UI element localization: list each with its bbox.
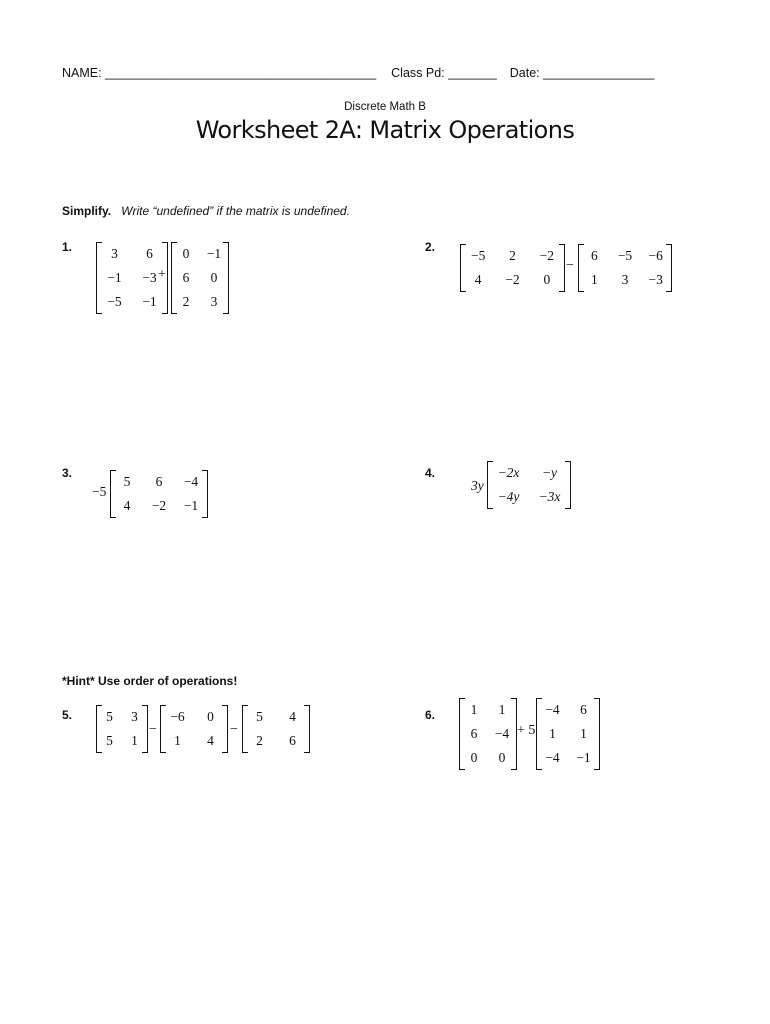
matrix-cell: 5 (106, 709, 113, 724)
matrix-cell: −3 (142, 270, 157, 285)
matrix-row (161, 729, 227, 753)
matrix-cell: −1 (183, 498, 199, 513)
matrix-cell: −1 (206, 246, 222, 261)
problem-1-operator: + (158, 267, 166, 282)
matrix-row (461, 268, 564, 292)
matrix-cell: 6 (155, 474, 163, 489)
matrix-cell: −4 (545, 750, 560, 765)
problem-2-operator: − (566, 258, 574, 273)
matrix-row (97, 729, 147, 753)
matrix-cell: 2 (509, 248, 516, 263)
matrix-cell: 0 (182, 246, 190, 261)
problem-5-matrix-a (96, 705, 148, 753)
matrix-cell: 0 (210, 270, 218, 285)
matrix-cell: −3 (648, 272, 663, 287)
problem-4-scalar: 3y (471, 478, 484, 493)
matrix-row (172, 266, 228, 290)
name-field-label: NAME: _______________________________________ (62, 66, 377, 80)
matrix-cell: 1 (174, 733, 181, 748)
matrix-cell: −2 (151, 498, 167, 513)
matrix-cell: 4 (123, 498, 131, 513)
matrix-row (172, 242, 228, 266)
matrix-cell: 0 (498, 750, 506, 765)
matrix-cell: −2 (505, 272, 520, 287)
matrix-row (537, 698, 599, 722)
matrix-cell: 0 (207, 709, 214, 724)
matrix-row (537, 722, 599, 746)
problem-4-matrix (487, 461, 571, 509)
matrix-row (460, 746, 516, 770)
matrix-row (243, 705, 309, 729)
matrix-cell: 6 (580, 702, 587, 717)
instructions-italic: Write “undefined” if the matrix is undefined. (121, 204, 350, 218)
matrix-cell: 6 (590, 248, 598, 263)
matrix-cell: −4 (494, 726, 510, 741)
matrix-cell: 6 (182, 270, 190, 285)
matrix-cell: −4y (497, 489, 520, 504)
matrix-row (172, 290, 228, 314)
matrix-cell: −2x (497, 465, 520, 480)
problem-6-number: 6. (425, 708, 436, 722)
matrix-cell: −4 (183, 474, 199, 489)
matrix-row (97, 705, 147, 729)
matrix-row (161, 705, 227, 729)
matrix-cell: 0 (543, 272, 551, 287)
matrix-cell: 6 (470, 726, 478, 741)
matrix-cell: −4 (545, 702, 560, 717)
hint-text: *Hint* Use order of operations! (62, 674, 238, 688)
matrix-cell: 3 (210, 294, 218, 309)
matrix-cell: 6 (146, 246, 153, 261)
matrix-row (111, 470, 207, 494)
problem-1-matrix-b (171, 242, 229, 314)
instructions (62, 204, 350, 218)
problem-6-matrix-b (536, 698, 600, 770)
matrix-row (537, 746, 599, 770)
matrix-cell: 0 (470, 750, 478, 765)
matrix-cell: 2 (182, 294, 190, 309)
instructions-bold: Simplify. (62, 204, 112, 218)
problem-6-operator: + 5 (517, 723, 536, 738)
matrix-cell: 4 (207, 733, 214, 748)
problem-3-number: 3. (62, 466, 73, 480)
problem-2-matrix-b (578, 244, 672, 292)
matrix-row (97, 242, 167, 266)
matrix-cell: 1 (131, 733, 138, 748)
course-name: Discrete Math B (344, 101, 426, 113)
matrix-row (461, 244, 564, 268)
matrix-cell: 1 (470, 702, 478, 717)
matrix-cell: −1 (107, 270, 122, 285)
matrix-row (111, 494, 207, 518)
matrix-cell: 2 (256, 733, 263, 748)
date-label: Date: ________________ (509, 66, 655, 80)
matrix-cell: −6 (648, 248, 663, 263)
matrix-row (460, 722, 516, 746)
problem-5-operator-2: − (230, 722, 238, 737)
matrix-cell: 4 (474, 272, 482, 287)
matrix-cell: −y (541, 465, 558, 480)
matrix-cell: −6 (170, 709, 185, 724)
problem-2-matrix-a (460, 244, 565, 292)
matrix-cell: −1 (142, 294, 157, 309)
matrix-row (579, 268, 671, 292)
problem-5-matrix-c (242, 705, 310, 753)
matrix-cell: −2 (539, 248, 554, 263)
matrix-cell: 5 (123, 474, 131, 489)
matrix-cell: 4 (289, 709, 296, 724)
matrix-cell: −5 (107, 294, 122, 309)
matrix-cell: 5 (106, 733, 113, 748)
matrix-cell: −1 (576, 750, 591, 765)
problem-5-number: 5. (62, 708, 73, 722)
matrix-row (460, 698, 516, 722)
problem-3-matrix (110, 470, 208, 518)
matrix-cell: 3 (621, 272, 629, 287)
matrix-cell: −3x (538, 489, 561, 504)
matrix-row (488, 461, 570, 485)
matrix-cell: 3 (131, 709, 138, 724)
problem-5-operator-1: − (149, 722, 157, 737)
problem-3-scalar: −5 (92, 484, 107, 499)
matrix-row (97, 266, 167, 290)
matrix-row (579, 244, 671, 268)
matrix-cell: 1 (580, 726, 587, 741)
matrix-row (97, 290, 167, 314)
matrix-cell: −5 (617, 248, 633, 263)
matrix-cell: 1 (498, 702, 506, 717)
matrix-cell: 1 (590, 272, 598, 287)
problem-4-number: 4. (425, 466, 436, 480)
matrix-row (488, 485, 570, 509)
class-period-label: Class Pd: _______ (391, 66, 497, 80)
problem-2-number: 2. (425, 240, 436, 254)
problem-5-matrix-b (160, 705, 228, 753)
problem-1-number: 1. (62, 240, 73, 254)
matrix-cell: 3 (111, 246, 118, 261)
matrix-cell: 6 (289, 733, 296, 748)
problem-6-matrix-a (459, 698, 517, 770)
matrix-cell: −5 (470, 248, 486, 263)
worksheet-title: Worksheet 2A: Matrix Operations (195, 116, 575, 144)
matrix-cell: 5 (256, 709, 263, 724)
matrix-row (243, 729, 309, 753)
matrix-cell: 1 (549, 726, 556, 741)
header-line (62, 66, 654, 80)
